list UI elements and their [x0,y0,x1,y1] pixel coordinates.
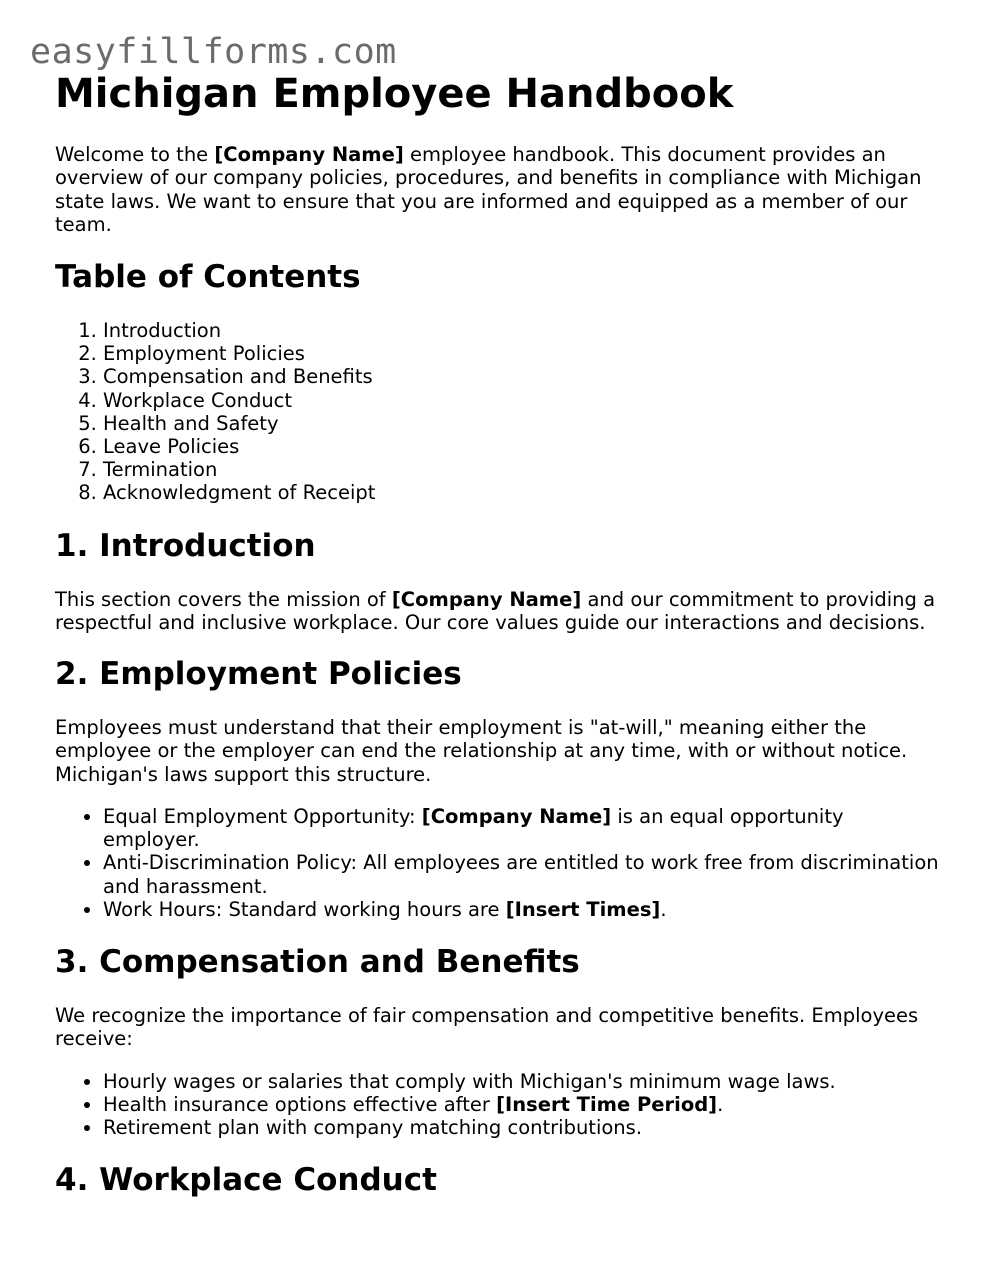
introduction-paragraph: This section covers the mission of [Company Name] and our commitment to providing a respectful and inclusive workplace. Our core values guide our interactions and decisions. [55,588,936,635]
section-heading-workplace-conduct: 4. Workplace Conduct [55,1162,437,1198]
watermark-text: easyfillforms.com [30,32,397,72]
work-hours-placeholder: [Insert Times] [505,897,661,921]
toc-list [55,319,945,505]
section-heading-introduction: 1. Introduction [55,528,316,564]
document-title: Michigan Employee Handbook [55,71,734,117]
section-heading-employment-policies: 2. Employment Policies [55,656,462,692]
toc-item: 6. Leave Policies [103,435,945,458]
intro-paragraph: Welcome to the [Company Name] employee handbook. This document provides an overview of our company policies, procedures, and benefits in compliance with Michigan state laws. We want to ensure that you are informed and equipped as a member of our team. [55,143,922,237]
toc-item: 2. Employment Policies [103,342,945,365]
company-name-placeholder: [Company Name] [214,143,404,166]
employment-policies-paragraph: Employees must understand that their employment is "at-will," meaning either the employee or the employer can end the relationship at any time, with or without notice. Michigan's laws support this structure. [55,716,908,786]
toc-item: 4. Workplace Conduct [103,389,945,412]
toc-item: 5. Health and Safety [103,412,945,435]
company-name-placeholder: [Company Name] [421,805,612,828]
employment-policies-list [55,805,945,921]
list-item: • Equal Employment Opportunity: [Company Name] is an equal opportunity employer. [103,805,945,851]
toc-item: 3. Compensation and Benefits [103,365,945,388]
section-heading-compensation-benefits: 3. Compensation and Benefits [55,944,580,980]
list-item: • Work Hours: Standard working hours are [Insert Times]. [103,898,945,921]
list-item: • Anti-Discrimination Policy: All employees are entitled to work free from discrimination and harassment. [103,851,945,897]
company-name-placeholder: [Company Name] [391,588,582,611]
toc-item: 7. Termination [103,458,945,481]
list-item: • Retirement plan with company matching contributions. [103,1116,945,1139]
list-item: • Health insurance options effective after [Insert Time Period]. [103,1093,945,1116]
toc-heading: Table of Contents [55,259,361,295]
toc-item: 1. Introduction [103,319,945,342]
list-item: • Hourly wages or salaries that comply with Michigan's minimum wage laws. [103,1070,945,1093]
compensation-paragraph: We recognize the importance of fair compensation and competitive benefits. Employees receive: [55,1004,919,1051]
toc-item: 8. Acknowledgment of Receipt [103,481,945,504]
compensation-list [55,1070,945,1140]
time-period-placeholder: [Insert Time Period] [496,1093,718,1117]
